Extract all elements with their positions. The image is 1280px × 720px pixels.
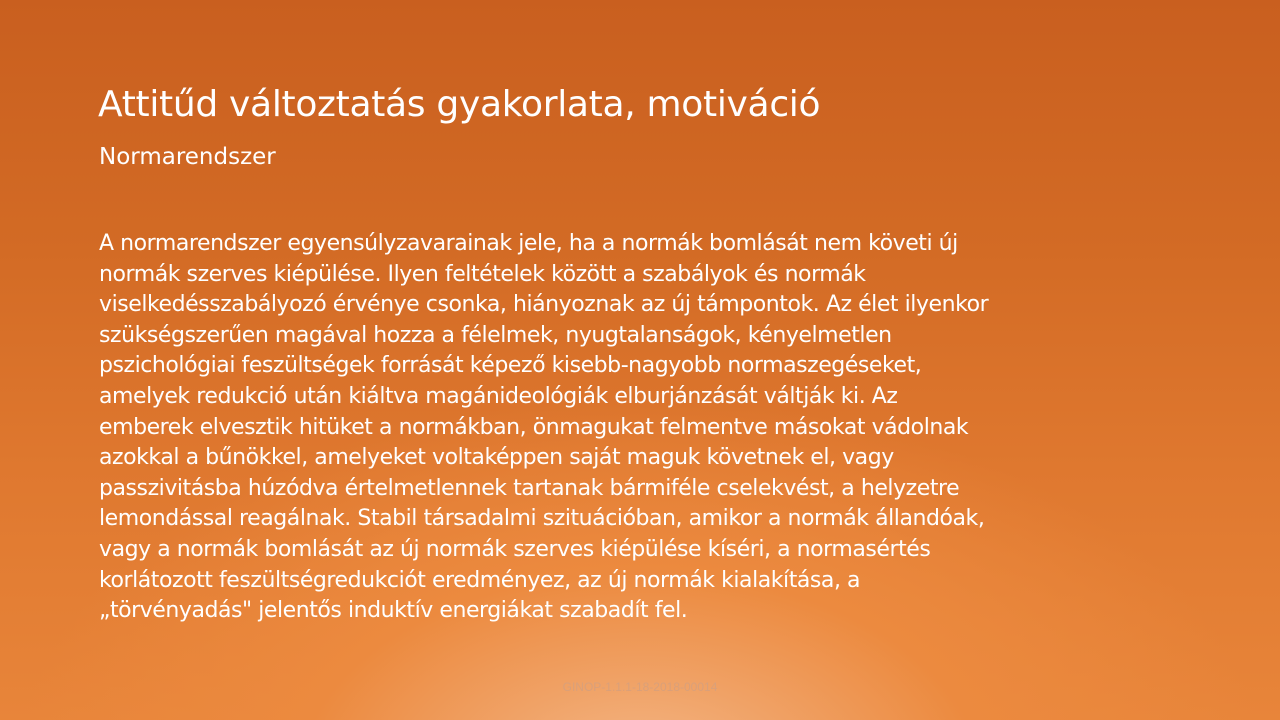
- slide-body-text: [99, 229, 1199, 627]
- slide-title: Attitűd változtatás gyakorlata, motiváció: [98, 84, 821, 125]
- body-line: korlátozott feszültségredukciót eredményez, az új normák kialakítása, a: [99, 567, 861, 593]
- body-line: amelyek redukció után kiáltva magánideológiák elburjánzását váltják ki. Az: [99, 383, 898, 409]
- slide-subtitle: Normarendszer: [99, 144, 276, 170]
- body-line: vagy a normák bomlását az új normák szerves kiépülése kíséri, a normasértés: [99, 536, 931, 562]
- body-line: azokkal a bűnökkel, amelyeket voltaképpen saját maguk követnek el, vagy: [99, 445, 894, 471]
- body-line: pszichológiai feszültségek forrását képező kisebb-nagyobb normaszegéseket,: [99, 353, 922, 379]
- body-line: szükségszerűen magával hozza a félelmek, nyugtalanságok, kényelmetlen: [99, 322, 892, 348]
- body-line: A normarendszer egyensúlyzavarainak jele, ha a normák bomlását nem követi új: [99, 231, 958, 256]
- body-line: viselkedésszabályozó érvénye csonka, hiányoznak az új támpontok. Az élet ilyenkor: [99, 292, 989, 318]
- slide-footer-project-code: GINOP-1.1.1-18-2018-00014: [562, 680, 718, 694]
- body-line: normák szerves kiépülése. Ilyen feltételek között a szabályok és normák: [99, 261, 866, 287]
- body-line: emberek elvesztik hitüket a normákban, önmagukat felmentve másokat vádolnak: [99, 414, 969, 440]
- body-line: lemondással reagálnak. Stabil társadalmi szituációban, amikor a normák állandóak,: [99, 506, 985, 532]
- body-line: passzivitásba húzódva értelmetlennek tartanak bármiféle cselekvést, a helyzetre: [99, 475, 960, 501]
- body-line: „törvényadás" jelentős induktív energiákat szabadít fel.: [99, 598, 688, 624]
